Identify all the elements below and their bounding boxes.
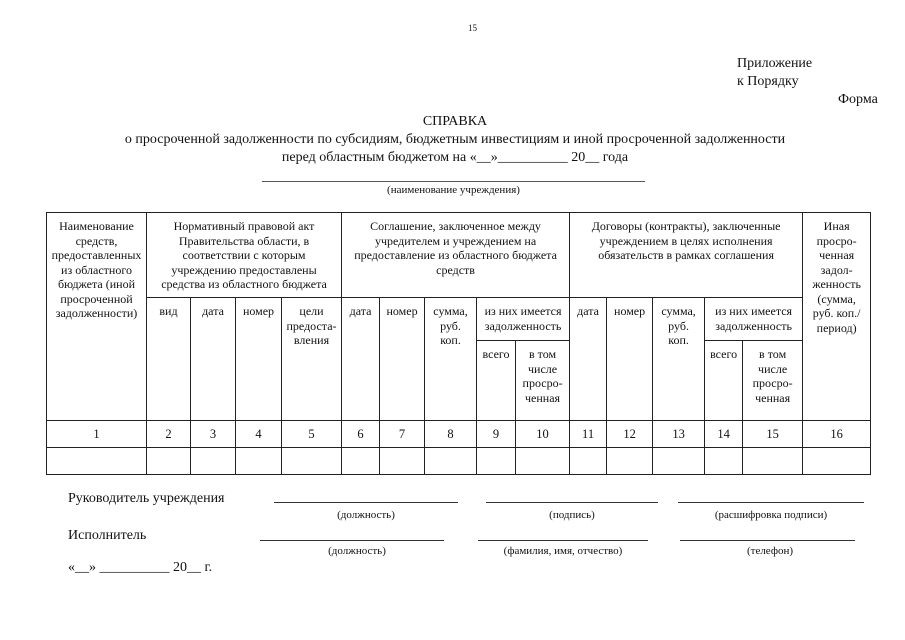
executor-label: Исполнитель bbox=[68, 528, 147, 543]
page-number: 15 bbox=[468, 23, 477, 33]
table-cell-empty bbox=[425, 448, 477, 475]
head-position-line bbox=[274, 502, 458, 503]
header-agreement-number: номер bbox=[380, 298, 425, 421]
data-row bbox=[47, 448, 871, 475]
header-contracts-debt-overdue: в том числе просро- ченная bbox=[743, 341, 803, 421]
header-agreement-debt-overdue: в том числе просро- ченная bbox=[516, 341, 570, 421]
column-number-13: 13 bbox=[653, 421, 705, 448]
appendix-note bbox=[737, 55, 812, 91]
head-signature-line bbox=[486, 502, 658, 503]
header-agreement-date: дата bbox=[342, 298, 380, 421]
column-number-7: 7 bbox=[380, 421, 425, 448]
column-number-8: 8 bbox=[425, 421, 477, 448]
header-contracts: Договоры (контракты), заключенные учреждением в целях исполнения обязательств в рамках соглашения bbox=[570, 213, 803, 298]
table-cell-empty bbox=[147, 448, 191, 475]
header-agreement-debt-total: всего bbox=[477, 341, 516, 421]
column-number-5: 5 bbox=[282, 421, 342, 448]
table-cell-empty bbox=[570, 448, 607, 475]
column-number-row bbox=[47, 421, 871, 448]
table-cell-empty bbox=[477, 448, 516, 475]
header-contracts-amount: сумма, руб. коп. bbox=[653, 298, 705, 421]
header-act-date: дата bbox=[191, 298, 236, 421]
header-act-purpose: цели предоста- вления bbox=[282, 298, 342, 421]
header-contracts-number: номер bbox=[607, 298, 653, 421]
header-contracts-debt: из них имеется задолженность bbox=[705, 298, 803, 341]
table-cell-empty bbox=[516, 448, 570, 475]
signature-date: «__» __________ 20__ г. bbox=[68, 560, 213, 575]
table-cell-empty bbox=[653, 448, 705, 475]
document-subtitle-line-1: о просроченной задолженности по субсидиям, бюджетным инвестициям и иной просроченной задолженности bbox=[124, 132, 786, 147]
header-act-type: вид bbox=[147, 298, 191, 421]
institution-name-caption: (наименование учреждения) bbox=[387, 184, 520, 196]
document-heading bbox=[0, 113, 905, 167]
head-position-caption: (должность) bbox=[337, 509, 395, 521]
table-cell-empty bbox=[342, 448, 380, 475]
head-signature-label: Руководитель учреждения bbox=[68, 491, 225, 506]
head-signature-caption: (подпись) bbox=[549, 509, 595, 521]
column-number-16: 16 bbox=[803, 421, 871, 448]
header-agreement: Соглашение, заключенное между учредителем и учреждением на предоставление из областного бюджета средств bbox=[342, 213, 570, 298]
table-cell-empty bbox=[705, 448, 743, 475]
column-number-4: 4 bbox=[236, 421, 282, 448]
table-cell-empty bbox=[236, 448, 282, 475]
header-act-number: номер bbox=[236, 298, 282, 421]
column-number-11: 11 bbox=[570, 421, 607, 448]
column-number-9: 9 bbox=[477, 421, 516, 448]
header-row-groups bbox=[47, 213, 871, 298]
column-number-1: 1 bbox=[47, 421, 147, 448]
table-cell-empty bbox=[191, 448, 236, 475]
table-cell-empty bbox=[803, 448, 871, 475]
document-title: СПРАВКА bbox=[422, 114, 488, 129]
header-agreement-debt: из них имеется задолженность bbox=[477, 298, 570, 341]
appendix-line-2: к Порядку bbox=[737, 74, 799, 89]
header-normative-act: Нормативный правовой акт Правительства области, в соответствии с которым учреждению предоставлены средства из областного бюджета bbox=[147, 213, 342, 298]
column-number-6: 6 bbox=[342, 421, 380, 448]
header-agreement-amount: сумма, руб. коп. bbox=[425, 298, 477, 421]
executor-name-caption: (фамилия, имя, отчество) bbox=[503, 545, 623, 557]
executor-position-line bbox=[260, 540, 444, 541]
institution-name-line bbox=[262, 181, 645, 182]
header-contracts-debt-total: всего bbox=[705, 341, 743, 421]
header-row-subcolumns bbox=[47, 298, 871, 341]
table-cell-empty bbox=[743, 448, 803, 475]
header-contracts-date: дата bbox=[570, 298, 607, 421]
appendix-line-1: Приложение bbox=[737, 56, 813, 71]
column-number-2: 2 bbox=[147, 421, 191, 448]
head-decoding-caption: (расшифровка подписи) bbox=[714, 509, 828, 521]
table-cell-empty bbox=[47, 448, 147, 475]
column-number-15: 15 bbox=[743, 421, 803, 448]
executor-phone-caption: (телефон) bbox=[746, 545, 794, 557]
executor-position-caption: (должность) bbox=[328, 545, 386, 557]
header-other-debt: Иная просро- ченная задол- женность (сумма, руб. коп./ период) bbox=[803, 213, 871, 421]
table-cell-empty bbox=[380, 448, 425, 475]
column-number-10: 10 bbox=[516, 421, 570, 448]
executor-phone-line bbox=[680, 540, 855, 541]
header-funds-name: Наименование средств, предоставленных из областного бюджета (иной просроченной задолженности) bbox=[47, 213, 147, 421]
column-number-14: 14 bbox=[705, 421, 743, 448]
document-subtitle-line-2: перед областным бюджетом на «__»__________ 20__ года bbox=[281, 150, 629, 165]
column-number-12: 12 bbox=[607, 421, 653, 448]
executor-name-line bbox=[478, 540, 648, 541]
head-decoding-line bbox=[678, 502, 864, 503]
form-label: Форма bbox=[838, 92, 878, 107]
column-number-3: 3 bbox=[191, 421, 236, 448]
debt-report-table bbox=[46, 212, 871, 475]
table-cell-empty bbox=[282, 448, 342, 475]
table-cell-empty bbox=[607, 448, 653, 475]
